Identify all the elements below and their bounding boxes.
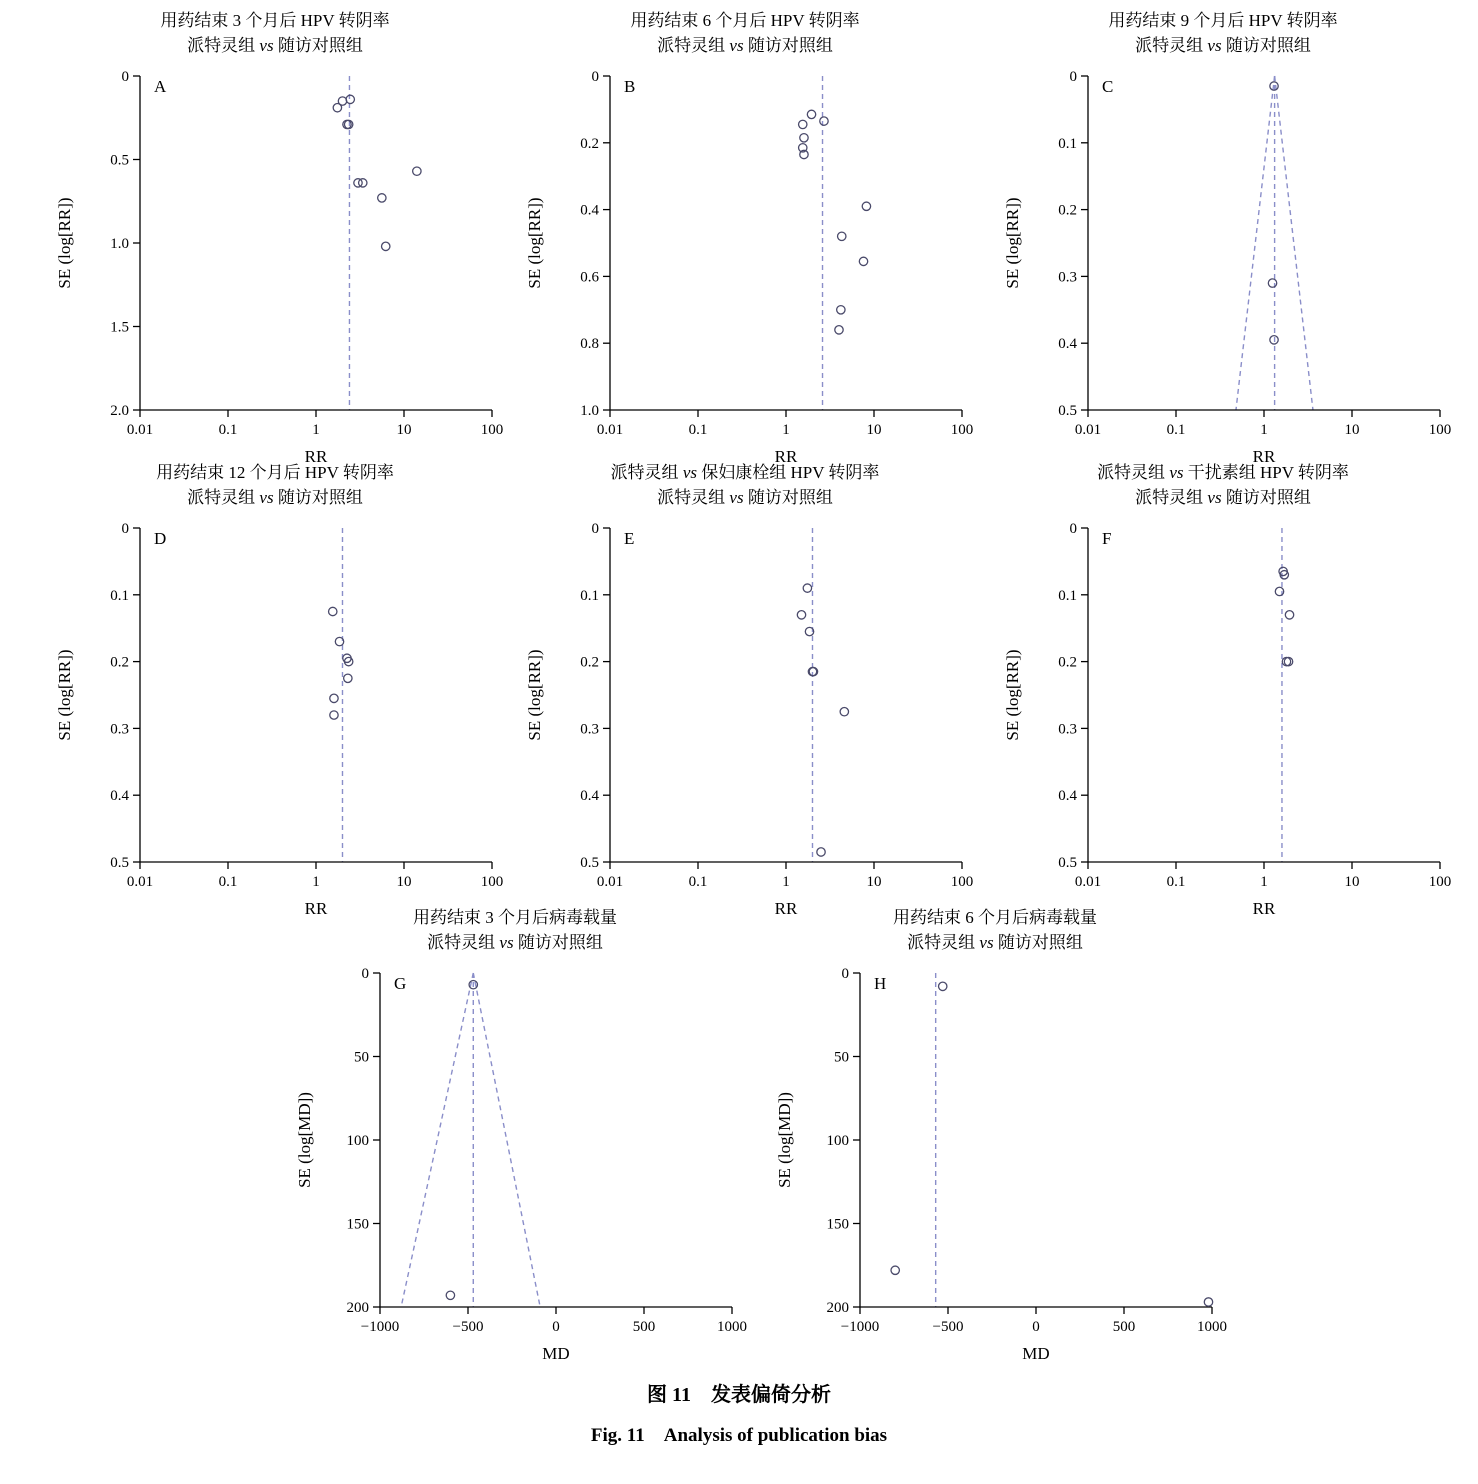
panel-C bbox=[988, 8, 1458, 468]
data-point bbox=[335, 637, 343, 645]
data-point bbox=[840, 708, 848, 716]
svg-text:0: 0 bbox=[121, 69, 129, 85]
data-point bbox=[797, 611, 805, 619]
panel-H-letter: H bbox=[874, 974, 887, 993]
panel-E-plot bbox=[510, 512, 980, 918]
svg-text:0.1: 0.1 bbox=[688, 422, 708, 438]
svg-text:0.01: 0.01 bbox=[596, 874, 624, 890]
svg-text:0.5: 0.5 bbox=[110, 855, 129, 871]
panel-G bbox=[280, 905, 750, 1365]
svg-text:0.01: 0.01 bbox=[126, 422, 154, 438]
data-point bbox=[838, 232, 846, 240]
data-point bbox=[329, 607, 337, 615]
svg-text:0.1: 0.1 bbox=[218, 422, 238, 438]
data-point bbox=[862, 202, 870, 210]
data-point bbox=[891, 1266, 899, 1274]
svg-text:0.1: 0.1 bbox=[580, 587, 599, 604]
svg-text:0: 0 bbox=[591, 521, 599, 537]
svg-text:0.2: 0.2 bbox=[1058, 202, 1077, 219]
panel-H-ylabel: SE (log[MD]) bbox=[775, 1092, 794, 1188]
svg-text:0.4: 0.4 bbox=[110, 788, 129, 805]
panel-F-xlabel: RR bbox=[1252, 899, 1276, 918]
svg-text:0: 0 bbox=[1069, 521, 1077, 537]
svg-text:50: 50 bbox=[834, 1049, 849, 1066]
panel-E bbox=[510, 460, 980, 920]
panel-C-plot bbox=[988, 60, 1458, 466]
data-point bbox=[859, 257, 867, 265]
data-point bbox=[382, 242, 390, 250]
svg-text:10: 10 bbox=[1344, 874, 1360, 890]
svg-text:0.2: 0.2 bbox=[580, 135, 599, 152]
panel-E-svg bbox=[510, 512, 980, 918]
data-point bbox=[939, 982, 947, 990]
panel-B-plot bbox=[510, 60, 980, 466]
svg-text:50: 50 bbox=[354, 1049, 369, 1066]
panel-B-title-line2: 派特灵组 vs 随访对照组 bbox=[657, 36, 833, 55]
data-point bbox=[800, 134, 808, 142]
panel-A-plot bbox=[40, 60, 510, 466]
panel-F-title-line1: 派特灵组 vs 干扰素组 HPV 转阴率 bbox=[1097, 463, 1349, 482]
svg-text:1: 1 bbox=[1260, 422, 1268, 438]
svg-text:−1000: −1000 bbox=[360, 1319, 400, 1335]
svg-text:0.3: 0.3 bbox=[580, 721, 599, 738]
svg-text:0.3: 0.3 bbox=[1058, 721, 1077, 738]
data-point bbox=[807, 110, 815, 118]
svg-text:1: 1 bbox=[1260, 874, 1268, 890]
svg-text:0.01: 0.01 bbox=[1074, 422, 1102, 438]
data-point bbox=[803, 584, 811, 592]
svg-text:0.5: 0.5 bbox=[580, 855, 599, 871]
svg-text:1.5: 1.5 bbox=[110, 319, 129, 336]
svg-text:200: 200 bbox=[346, 1300, 369, 1316]
svg-text:0.1: 0.1 bbox=[110, 587, 129, 604]
panel-A-svg bbox=[40, 60, 510, 466]
svg-text:0.01: 0.01 bbox=[1074, 874, 1102, 890]
svg-text:1000: 1000 bbox=[1197, 1319, 1227, 1335]
svg-text:1.0: 1.0 bbox=[580, 403, 599, 419]
panel-E-ylabel: SE (log[RR]) bbox=[525, 649, 544, 741]
svg-text:200: 200 bbox=[826, 1300, 849, 1316]
svg-text:2.0: 2.0 bbox=[110, 403, 129, 419]
data-point bbox=[344, 674, 352, 682]
panel-H-title-line2: 派特灵组 vs 随访对照组 bbox=[907, 933, 1083, 952]
panel-D-letter: D bbox=[154, 529, 167, 548]
panel-D-svg bbox=[40, 512, 510, 918]
svg-text:0.5: 0.5 bbox=[1058, 403, 1077, 419]
svg-text:0.4: 0.4 bbox=[1058, 336, 1077, 353]
svg-text:100: 100 bbox=[826, 1133, 849, 1149]
panel-B-svg bbox=[510, 60, 980, 466]
svg-text:−1000: −1000 bbox=[840, 1319, 880, 1335]
svg-text:0.5: 0.5 bbox=[110, 152, 129, 169]
svg-text:100: 100 bbox=[1428, 422, 1452, 438]
panel-A-ylabel: SE (log[RR]) bbox=[55, 197, 74, 289]
panel-H-title-line1: 用药结束 6 个月后病毒载量 bbox=[893, 908, 1097, 927]
svg-text:0.1: 0.1 bbox=[1166, 422, 1186, 438]
panel-G-xlabel: MD bbox=[542, 1344, 570, 1363]
panel-H bbox=[760, 905, 1230, 1365]
svg-text:10: 10 bbox=[866, 422, 882, 438]
panel-G-ylabel: SE (log[MD]) bbox=[295, 1092, 314, 1188]
figure-caption-en: Fig. 11 Analysis of publication bias bbox=[590, 1425, 888, 1446]
panel-B bbox=[510, 8, 980, 468]
svg-text:10: 10 bbox=[396, 422, 412, 438]
svg-text:0.01: 0.01 bbox=[126, 874, 154, 890]
panel-E-xlabel: RR bbox=[774, 899, 798, 918]
data-point bbox=[378, 194, 386, 202]
svg-text:0.5: 0.5 bbox=[1058, 855, 1077, 871]
svg-text:0.1: 0.1 bbox=[1058, 587, 1077, 604]
data-point bbox=[799, 120, 807, 128]
svg-text:0: 0 bbox=[591, 69, 599, 85]
svg-text:1: 1 bbox=[312, 422, 320, 438]
svg-text:0.4: 0.4 bbox=[580, 788, 599, 805]
panel-C-ylabel: SE (log[RR]) bbox=[1003, 197, 1022, 289]
panel-D-plot bbox=[40, 512, 510, 918]
svg-text:0: 0 bbox=[552, 1319, 560, 1335]
panel-G-svg bbox=[280, 957, 750, 1363]
panel-F-svg bbox=[988, 512, 1458, 918]
panel-C-title-line1: 用药结束 9 个月后 HPV 转阴率 bbox=[1108, 11, 1338, 30]
panel-C-svg bbox=[988, 60, 1458, 466]
svg-text:1.0: 1.0 bbox=[110, 236, 129, 252]
panel-C-title-line2: 派特灵组 vs 随访对照组 bbox=[1135, 36, 1311, 55]
svg-text:500: 500 bbox=[632, 1319, 656, 1335]
panel-A bbox=[40, 8, 510, 468]
svg-text:0.2: 0.2 bbox=[580, 654, 599, 671]
panel-D-xlabel: RR bbox=[304, 899, 328, 918]
svg-text:0: 0 bbox=[841, 966, 849, 982]
svg-text:0.8: 0.8 bbox=[580, 336, 599, 353]
figure-caption-cn: 图 11 发表偏倚分析 bbox=[647, 1384, 831, 1406]
data-point bbox=[338, 97, 346, 105]
panel-C-letter: C bbox=[1102, 77, 1114, 96]
data-point bbox=[820, 117, 828, 125]
panel-F-plot bbox=[988, 512, 1458, 918]
svg-text:150: 150 bbox=[826, 1216, 849, 1233]
data-point bbox=[413, 167, 421, 175]
svg-text:1: 1 bbox=[312, 874, 320, 890]
panel-H-plot bbox=[760, 957, 1230, 1363]
svg-text:1: 1 bbox=[782, 874, 790, 890]
data-point bbox=[330, 694, 338, 702]
panel-G-title-line2: 派特灵组 vs 随访对照组 bbox=[427, 933, 603, 952]
svg-text:0: 0 bbox=[1032, 1319, 1040, 1335]
svg-text:100: 100 bbox=[950, 422, 974, 438]
panel-H-svg bbox=[760, 957, 1230, 1363]
data-point bbox=[1204, 1298, 1212, 1306]
panel-G-letter: G bbox=[394, 974, 407, 993]
svg-text:0: 0 bbox=[1069, 69, 1077, 85]
svg-text:0.6: 0.6 bbox=[580, 269, 599, 286]
data-point bbox=[330, 711, 338, 719]
panel-G-title-line1: 用药结束 3 个月后病毒载量 bbox=[413, 908, 617, 927]
svg-text:10: 10 bbox=[866, 874, 882, 890]
svg-text:100: 100 bbox=[1428, 874, 1452, 890]
panel-B-letter: B bbox=[624, 77, 636, 96]
panel-D-title-line1: 用药结束 12 个月后 HPV 转阴率 bbox=[156, 463, 394, 482]
svg-text:1: 1 bbox=[782, 422, 790, 438]
panel-B-xlabel: RR bbox=[774, 447, 798, 466]
svg-text:0.2: 0.2 bbox=[1058, 654, 1077, 671]
panel-B-ylabel: SE (log[RR]) bbox=[525, 197, 544, 289]
svg-text:100: 100 bbox=[480, 874, 504, 890]
svg-text:−500: −500 bbox=[452, 1319, 484, 1335]
svg-text:0: 0 bbox=[121, 521, 129, 537]
panel-H-xlabel: MD bbox=[1022, 1344, 1050, 1363]
svg-text:100: 100 bbox=[480, 422, 504, 438]
svg-text:100: 100 bbox=[346, 1133, 369, 1149]
panel-A-title-line1: 用药结束 3 个月后 HPV 转阴率 bbox=[160, 11, 390, 30]
svg-text:10: 10 bbox=[396, 874, 412, 890]
svg-text:0.01: 0.01 bbox=[596, 422, 624, 438]
panel-E-title-line2: 派特灵组 vs 随访对照组 bbox=[657, 488, 833, 507]
svg-text:0.1: 0.1 bbox=[1058, 135, 1077, 152]
data-point bbox=[1285, 611, 1293, 619]
panel-E-title-line1: 派特灵组 vs 保妇康栓组 HPV 转阴率 bbox=[610, 463, 880, 482]
panel-D-title-line2: 派特灵组 vs 随访对照组 bbox=[187, 488, 363, 507]
panel-A-letter: A bbox=[154, 77, 167, 96]
panel-G-plot bbox=[280, 957, 750, 1363]
panel-C-xlabel: RR bbox=[1252, 447, 1276, 466]
svg-text:10: 10 bbox=[1344, 422, 1360, 438]
panel-D-ylabel: SE (log[RR]) bbox=[55, 649, 74, 741]
panel-F-ylabel: SE (log[RR]) bbox=[1003, 649, 1022, 741]
data-point bbox=[817, 848, 825, 856]
svg-text:0.1: 0.1 bbox=[688, 874, 708, 890]
data-point bbox=[1268, 279, 1276, 287]
panel-F-letter: F bbox=[1102, 529, 1112, 548]
svg-text:0.4: 0.4 bbox=[1058, 788, 1077, 805]
panel-D bbox=[40, 460, 510, 920]
svg-text:500: 500 bbox=[1112, 1319, 1136, 1335]
svg-text:100: 100 bbox=[950, 874, 974, 890]
data-point bbox=[835, 326, 843, 334]
svg-text:0.3: 0.3 bbox=[1058, 269, 1077, 286]
svg-text:0.4: 0.4 bbox=[580, 202, 599, 219]
panel-F bbox=[988, 460, 1458, 920]
svg-text:150: 150 bbox=[346, 1216, 369, 1233]
data-point bbox=[837, 306, 845, 314]
svg-text:−500: −500 bbox=[932, 1319, 964, 1335]
panel-A-xlabel: RR bbox=[304, 447, 328, 466]
panel-F-title-line2: 派特灵组 vs 随访对照组 bbox=[1135, 488, 1311, 507]
svg-text:1000: 1000 bbox=[717, 1319, 747, 1335]
panel-E-letter: E bbox=[624, 529, 635, 548]
panel-A-title-line2: 派特灵组 vs 随访对照组 bbox=[187, 36, 363, 55]
svg-text:0.1: 0.1 bbox=[218, 874, 238, 890]
data-point bbox=[346, 95, 354, 103]
data-point bbox=[446, 1291, 454, 1299]
svg-text:0: 0 bbox=[361, 966, 369, 982]
svg-text:0.2: 0.2 bbox=[110, 654, 129, 671]
svg-text:0.1: 0.1 bbox=[1166, 874, 1186, 890]
svg-text:0.3: 0.3 bbox=[110, 721, 129, 738]
panel-B-title-line1: 用药结束 6 个月后 HPV 转阴率 bbox=[630, 11, 860, 30]
